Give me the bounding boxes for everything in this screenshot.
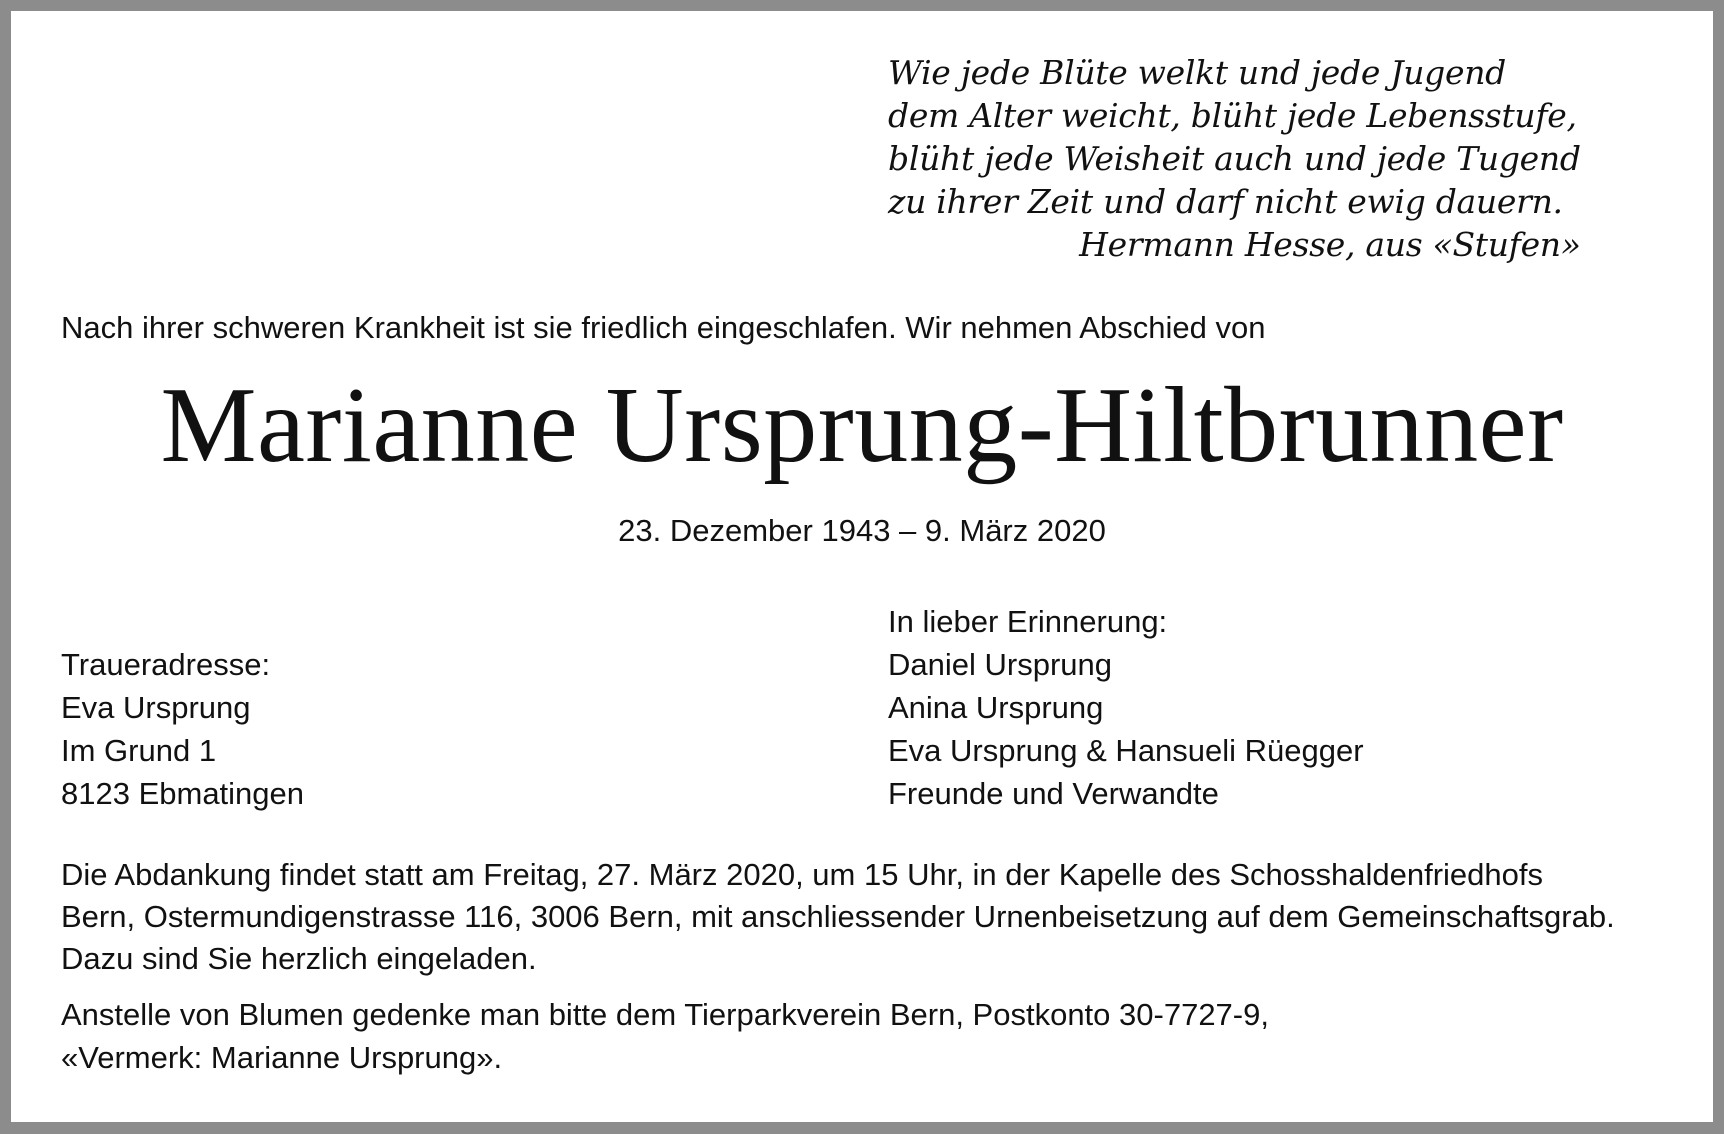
life-dates: 23. Dezember 1943 – 9. März 2020 — [618, 513, 1106, 548]
ceremony-line: Die Abdankung findet statt am Freitag, 27. März 2020, um 15 Uhr, in der Kapelle des Schosshaldenfriedhofs — [61, 857, 1543, 892]
memory-name: Anina Ursprung — [888, 690, 1104, 725]
donation-line: Anstelle von Blumen gedenke man bitte dem Tierparkverein Bern, Postkonto 30-7727-9, — [61, 997, 1269, 1032]
ceremony-line: Dazu sind Sie herzlich eingeladen. — [61, 941, 537, 976]
poem-line: blüht jede Weisheit auch und jede Tugend — [888, 139, 1581, 178]
mourning-address — [61, 643, 304, 815]
memory-name: Eva Ursprung & Hansueli Rüegger — [888, 733, 1364, 768]
intro-text: Nach ihrer schweren Krankheit ist sie friedlich eingeschlafen. Wir nehmen Abschied von — [61, 310, 1266, 345]
address-line: Eva Ursprung — [61, 690, 251, 725]
obituary-notice — [11, 11, 1713, 1122]
memory-name: Daniel Ursprung — [888, 647, 1112, 682]
address-line: Im Grund 1 — [61, 733, 217, 768]
memory-heading: In lieber Erinnerung: — [888, 604, 1168, 639]
poem-attribution: Hermann Hesse, aus «Stufen» — [1079, 225, 1581, 264]
poem-line: Wie jede Blüte welkt und jede Jugend — [888, 53, 1506, 92]
poem-quote — [888, 51, 1581, 266]
donation-info — [61, 993, 1269, 1079]
address-line: 8123 Ebmatingen — [61, 776, 305, 811]
address-heading: Traueradresse: — [61, 647, 271, 682]
poem-line: zu ihrer Zeit und darf nicht ewig dauern. — [888, 182, 1563, 221]
in-memory-list — [888, 600, 1364, 815]
poem-line: dem Alter weicht, blüht jede Lebensstufe, — [888, 96, 1577, 135]
donation-line: «Vermerk: Marianne Ursprung». — [61, 1040, 503, 1075]
deceased-name: Marianne Ursprung-Hiltbrunner — [160, 366, 1564, 485]
memory-name: Freunde und Verwandte — [888, 776, 1219, 811]
ceremony-line: Bern, Ostermundigenstrasse 116, 3006 Bern, mit anschliessender Urnenbeisetzung auf dem Gemeinschaftsgrab. — [61, 899, 1615, 934]
ceremony-info — [61, 854, 1681, 980]
